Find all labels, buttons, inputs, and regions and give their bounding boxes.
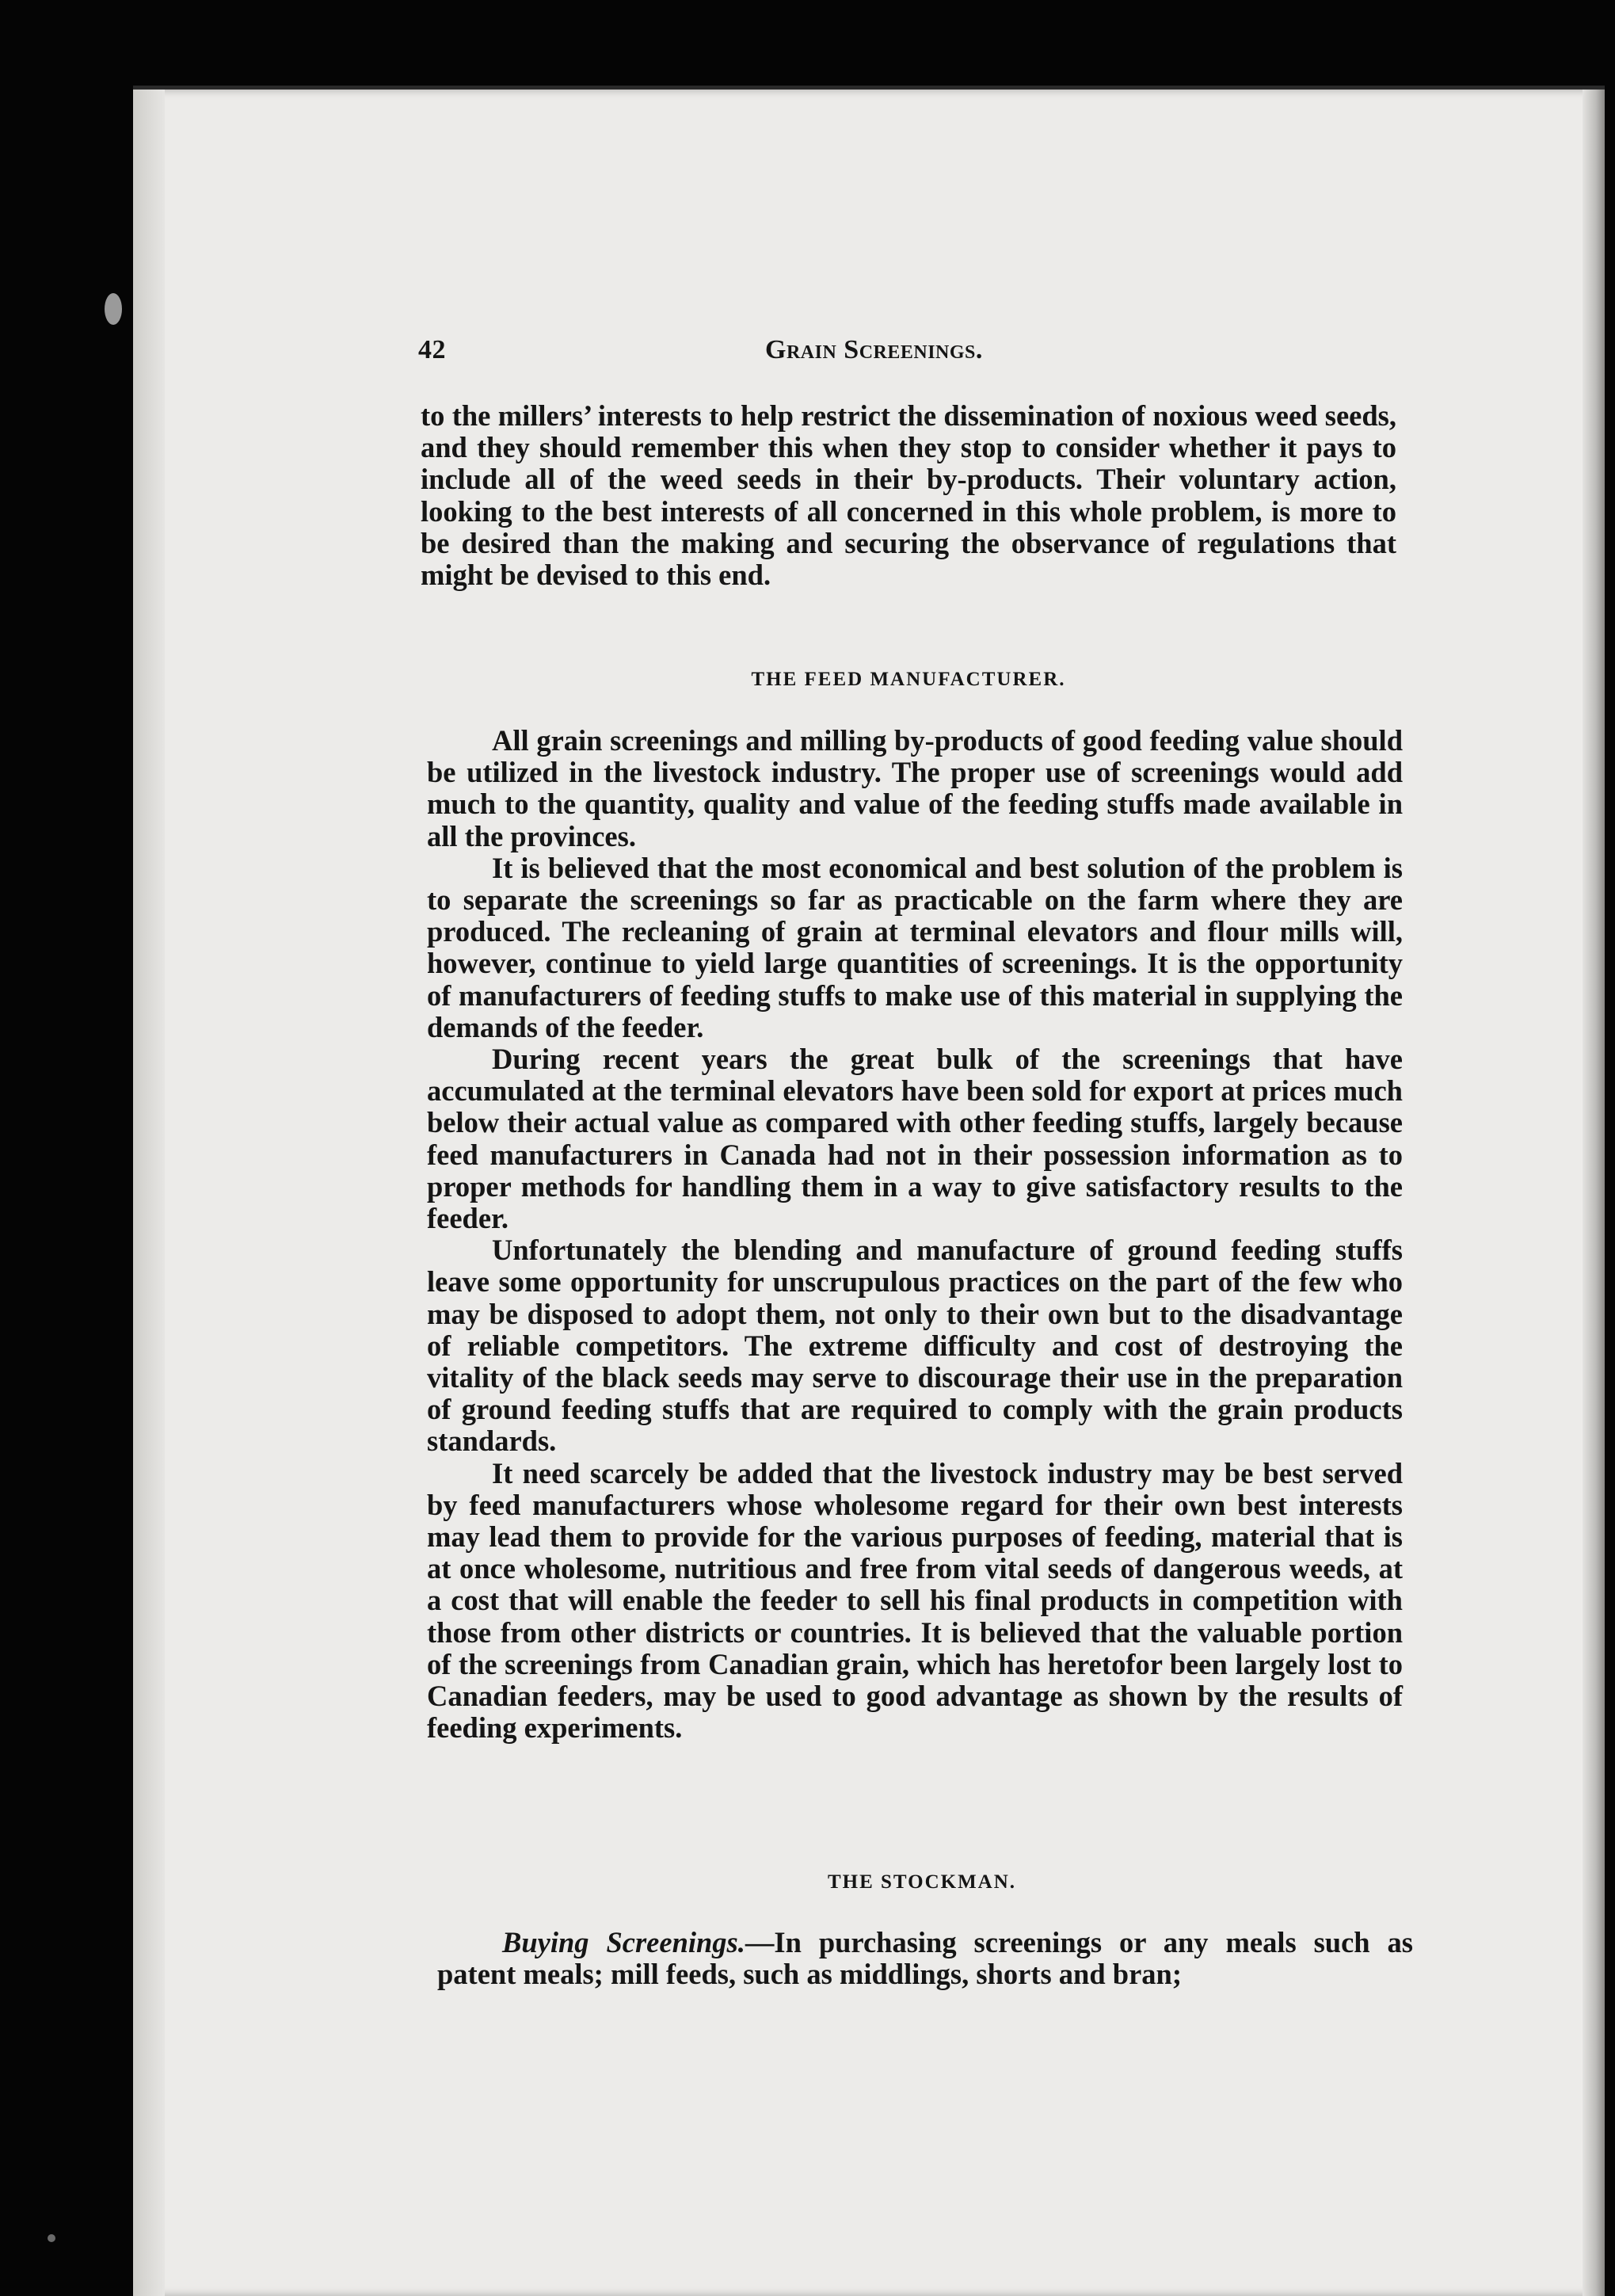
paragraph: During recent years the great bulk of the screenings that have accumulated at the terminal elevators have been sold for export at prices much below their actual value as compared with other feeding stuffs, largely because feed manufacturers in Canada had not in their possession information as to proper methods for handling them in a way to give satisfactory results to the feeder.	[427, 1043, 1403, 1235]
paragraph-lead-title: Buying Screenings.	[502, 1926, 745, 1958]
opening-paragraph	[421, 400, 1396, 591]
running-title: Grain Screenings.	[765, 335, 983, 364]
section-heading-stockman: THE STOCKMAN.	[827, 1871, 1017, 1893]
stockman-section	[437, 1927, 1413, 1990]
paragraph-body: —In purchasing screenings or any meals such as patent meals; mill feeds, such as middlings, shorts and bran;	[437, 1926, 1413, 1991]
paragraph	[437, 1927, 1413, 1990]
page-number: 42	[418, 335, 446, 364]
paragraph: Unfortunately the blending and manufacture of ground feeding stuffs leave some opportunity for unscrupulous practices on the part of the few who may be disposed to adopt them, not only to their own but to the disadvantage of reliable competitors. The extreme difficulty and cost of destroying the vitality of the black seeds may serve to discourage their use in the preparation of ground feeding stuffs that are required to comply with the grain products standards.	[427, 1234, 1403, 1458]
page-right-edge	[1583, 90, 1605, 2296]
section-heading-feed-manufacturer: THE FEED MANUFACTURER.	[751, 669, 1066, 690]
paragraph: It need scarcely be added that the livestock industry may be best served by feed manufacturers whose wholesome regard for their own best interests may lead them to provide for the various purposes of feeding, material that is at once wholesome, nutritious and free from vital seeds of dangerous weeds, at a cost that will enable the feeder to sell his final products in competition with those from other districts or countries. It is believed that the valuable portion of the screenings from Canadian grain, which has heretofor been largely lost to Canadian feeders, may be used to good advantage as shown by the results of feeding experiments.	[427, 1456, 1403, 1745]
paragraph: It is believed that the most economical and best solution of the problem is to separate the screenings so far as practicable on the farm where they are produced. The recleaning of grain at terminal elevators and flour mills will, however, continue to yield large quantities of screenings. It is the opportunity of manufacturers of feeding stuffs to make use of this material in supplying the demands of the feeder.	[427, 851, 1403, 1043]
feed-manufacturer-section	[427, 725, 1403, 1745]
page-left-shadow	[133, 90, 165, 2296]
scan-speck	[105, 293, 122, 325]
scan-speck	[48, 2234, 55, 2242]
paragraph: All grain screenings and milling by-products of good feeding value should be utilized in the livestock industry. The proper use of screenings would add much to the quantity, quality and value of the feeding stuffs made available in all the provinces.	[427, 724, 1403, 852]
paragraph: to the millers’ interests to help restrict the dissemination of noxious weed seeds, and they should remember this when they stop to consider whether it pays to include all of the weed seeds in their by-products. Their voluntary action, looking to the best interests of all concerned in this whole problem, is more to be desired than the making and securing the observance of regulations that might be devised to this end.	[421, 399, 1396, 592]
